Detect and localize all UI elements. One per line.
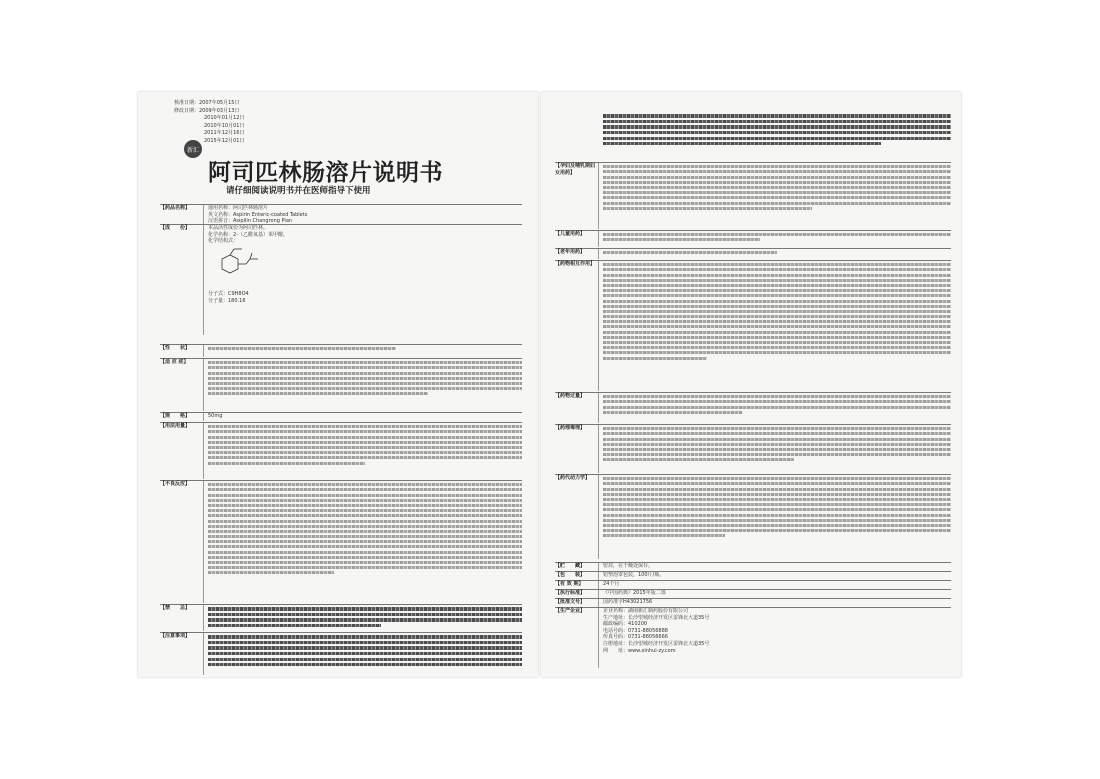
section-label: 【适 应 症】 (160, 359, 204, 411)
document-subtitle: 请仔细阅读说明书并在医师指导下使用 (226, 186, 371, 196)
section-label: 【批准文号】 (555, 599, 599, 607)
section-indications (160, 358, 522, 411)
left-page (138, 92, 538, 677)
storage-value: 密封，在干燥处保存。 (603, 563, 654, 569)
section-children (555, 230, 951, 247)
section-ingredients (160, 224, 522, 335)
section-overdose (555, 392, 951, 423)
right-page (541, 92, 961, 677)
section-pharmacokinetics (555, 474, 951, 559)
overdose-text (599, 393, 951, 423)
english-name: 英文名称：Aspirin Enteric-coated Tablets (208, 211, 308, 218)
production-address: 生产地址：长沙望城经济开发区雷锋北大道35号 (603, 614, 710, 621)
precautions-continued (555, 112, 951, 158)
section-label: 【药物过量】 (555, 393, 599, 423)
section-label: 【不良反应】 (160, 481, 204, 603)
revision-date: 2015年12月01日 (204, 137, 245, 144)
pharmacology-text (599, 425, 951, 473)
section-label: 【老年用药】 (555, 249, 599, 259)
pregnancy-text (599, 163, 951, 229)
section-label: 【药理毒理】 (555, 425, 599, 473)
revision-date: 2010年10月01日 (204, 122, 245, 129)
section-label: 【儿童用药】 (555, 231, 599, 247)
packaging-value: 铝塑泡罩包装，100片/瓶。 (603, 572, 665, 578)
section-label: 【贮 藏】 (555, 563, 599, 571)
section-label: 【执行标准】 (555, 590, 599, 598)
section-interactions (555, 260, 951, 391)
chemical-structure-icon (208, 247, 268, 287)
registered-address: 注册地址：长沙望城经济开发区雷锋北大道35号 (603, 640, 710, 647)
approval-dates (174, 100, 344, 145)
molecular-weight: 分子量：180.16 (208, 297, 246, 304)
section-label: 【禁 忌】 (160, 605, 204, 631)
pharmacokinetics-text (599, 475, 951, 559)
revision-date: 修改日期：2009年03月13日 (174, 107, 240, 114)
contraindications-text (204, 605, 522, 631)
active-ingredient: 本品活性成份为阿司匹林。 (208, 225, 269, 231)
fax-number: 传真号码：0731-88056666 (603, 634, 668, 641)
section-label: 【注意事项】 (160, 633, 204, 675)
generic-name: 通用名称：阿司匹林肠溶片 (208, 205, 269, 211)
section-pregnancy (555, 162, 951, 229)
specification-value: 50mg (208, 413, 223, 419)
section-specification (160, 412, 522, 421)
section-label: 【药品名称】 (160, 205, 204, 239)
approval-number-value: 国药准字H43021756 (603, 599, 653, 605)
structure-label: 化学结构式： (208, 238, 239, 245)
chemical-name: 化学名称：2-（乙酰氧基）苯甲酸。 (208, 231, 288, 238)
section-dosage (160, 422, 522, 479)
section-validity (555, 580, 951, 589)
section-elderly (555, 248, 951, 259)
company-logo: 新汇 (184, 140, 202, 158)
section-label: 【有 效 期】 (555, 581, 599, 589)
section-pharmacology (555, 424, 951, 473)
section-manufacturer (555, 607, 951, 668)
section-label: 【用法用量】 (160, 423, 204, 479)
pinyin-name: 汉语拼音：Asipilin Changrong Pian (208, 218, 293, 225)
approval-date: 核准日期：2007年05月15日 (174, 100, 240, 106)
adverse-text (204, 481, 522, 603)
revision-date: 2010年01月12日 (204, 115, 245, 121)
dosage-text (204, 423, 522, 479)
company-name: 企业名称：湖南新汇制药股份有限公司 (603, 608, 689, 614)
section-label: 【规 格】 (160, 413, 204, 421)
postal-code: 邮政编码：410200 (603, 621, 648, 628)
indications-text (204, 359, 522, 411)
validity-value: 24个月 (603, 581, 620, 587)
interactions-text (599, 261, 951, 391)
section-standard (555, 589, 951, 598)
section-storage (555, 562, 951, 571)
section-approval-number (555, 598, 951, 607)
section-label: 【包 装】 (555, 572, 599, 580)
section-label: 【生产企业】 (555, 608, 599, 668)
section-contraindications (160, 604, 522, 631)
phone-number: 电话号码：0731-88056888 (603, 627, 668, 634)
document-title: 阿司匹林肠溶片说明书 (208, 160, 443, 186)
revision-date: 2011年12月16日 (204, 130, 245, 136)
section-label: 【性 状】 (160, 345, 204, 357)
section-label: 【成 份】 (160, 225, 204, 335)
website: 网 址：www.xinhui-zy.com (603, 647, 676, 654)
section-label: 【药代动力学】 (555, 475, 599, 559)
section-precautions (160, 632, 522, 675)
section-properties (160, 344, 522, 357)
section-label: 【孕妇及哺乳期妇女用药】 (555, 163, 599, 229)
molecular-formula: 分子式：C9H8O4 (208, 291, 249, 298)
precautions-text (204, 633, 522, 675)
section-packaging (555, 571, 951, 580)
section-adverse-reactions (160, 480, 522, 603)
standard-value: 《中国药典》2015年版二部 (603, 590, 666, 596)
section-label: 【药物相互作用】 (555, 261, 599, 391)
